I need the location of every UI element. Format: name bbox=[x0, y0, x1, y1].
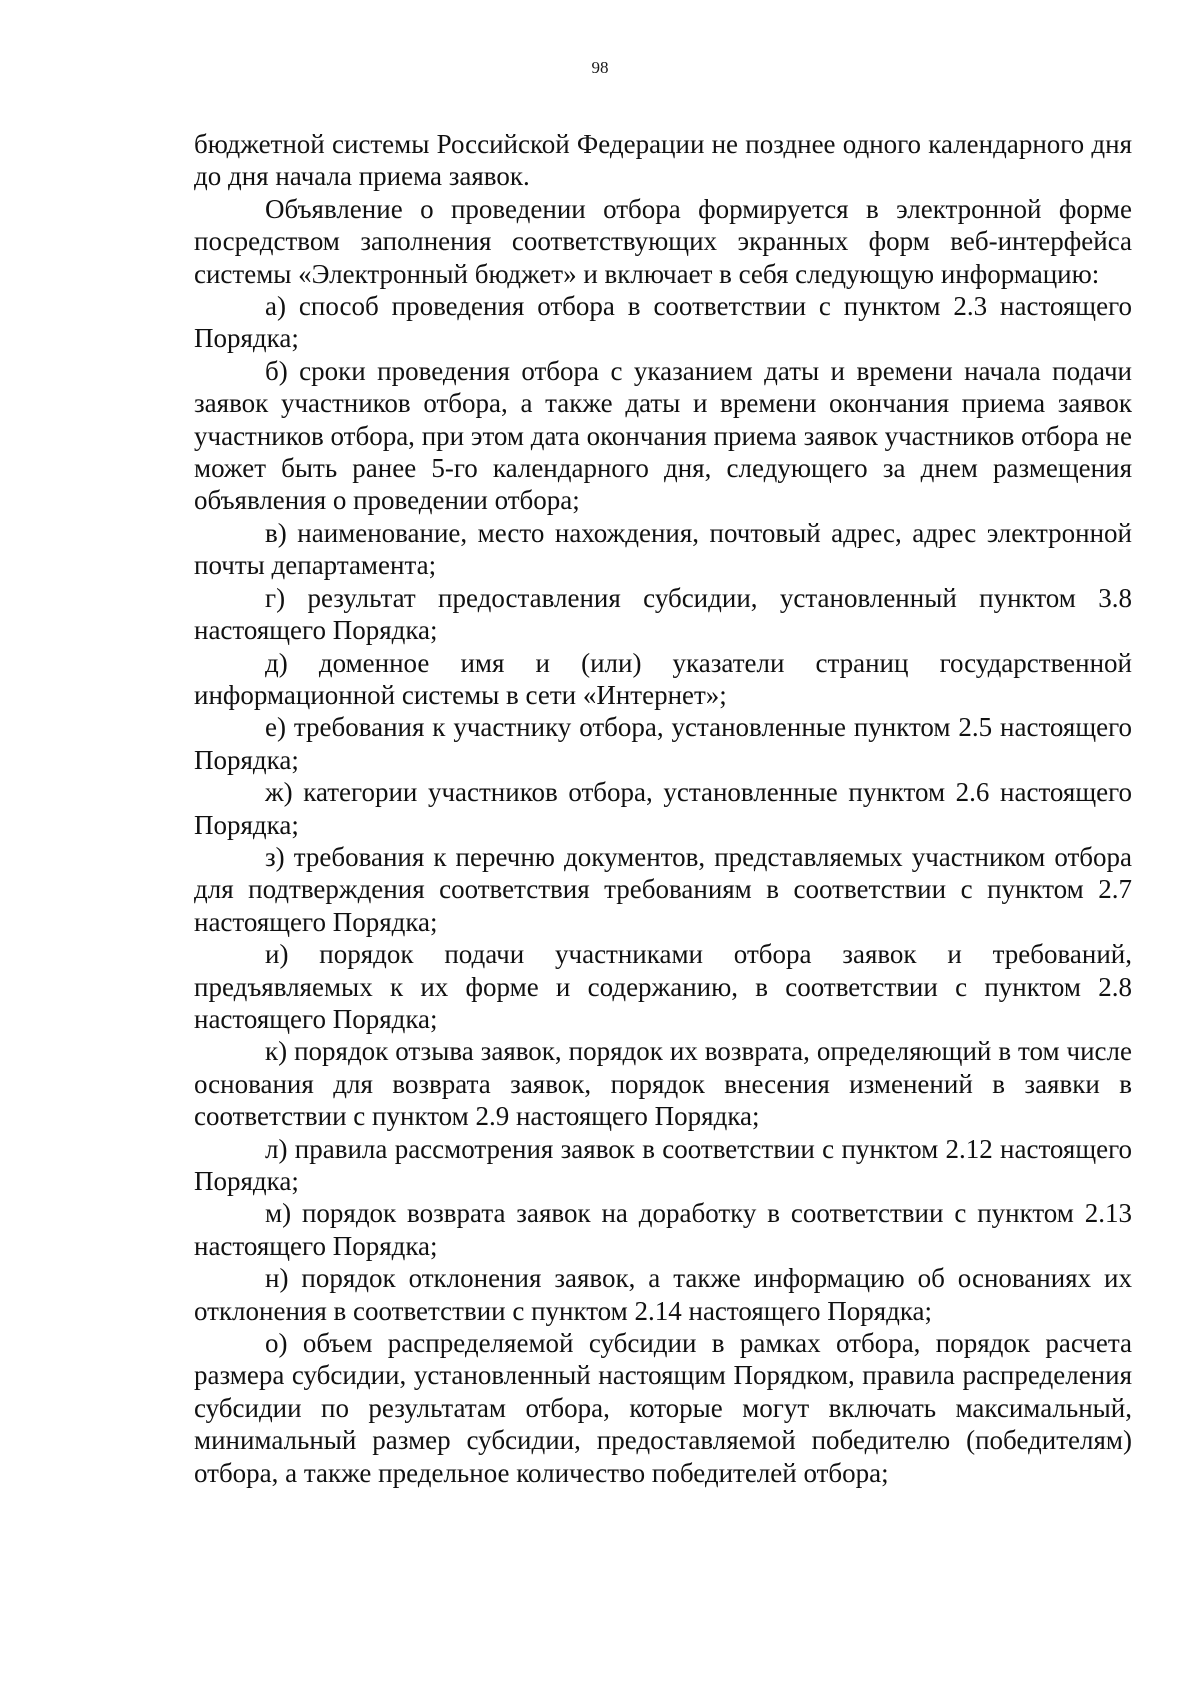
list-item-l: л) правила рассмотрения заявок в соответствии с пунктом 2.12 настоящего Порядка; bbox=[194, 1133, 1132, 1196]
list-item-k: к) порядок отзыва заявок, порядок их возврата, определяющий в том числе основания для возврата заявок, порядок внесения изменений в заявки в соответствии с пунктом 2.9 настоящего Порядка; bbox=[194, 1036, 1132, 1132]
list-item-g: г) результат предоставления субсидии, установленный пунктом 3.8 настоящего Порядка; bbox=[194, 582, 1132, 646]
list-item-zh: ж) категории участников отбора, установленные пунктом 2.6 настоящего Порядка; bbox=[194, 777, 1132, 840]
list-item-e: е) требования к участнику отбора, установленные пунктом 2.5 настоящего Порядка; bbox=[194, 712, 1132, 775]
paragraph-continuation: бюджетной системы Российской Федерации не позднее одного календарного дня до дня начала приема заявок. bbox=[194, 129, 1132, 192]
list-item-a: а) способ проведения отбора в соответствии с пунктом 2.3 настоящего Порядка; bbox=[194, 291, 1132, 354]
document-body bbox=[194, 128, 1132, 1489]
list-item-b: б) сроки проведения отбора с указанием даты и времени начала подачи заявок участников отбора, а также даты и времени окончания приема заявок участников отбора, при этом дата окончания приема заявок участников отбора не может быть ранее 5-го календарного дня, следующего за днем размещения объявления о проведении отбора; bbox=[194, 355, 1132, 516]
list-item-n: н) порядок отклонения заявок, а также информацию об основаниях их отклонения в соответствии с пунктом 2.14 настоящего Порядка; bbox=[194, 1263, 1132, 1326]
list-item-d: д) доменное имя и (или) указатели страниц государственной информационной системы в сети «Интернет»; bbox=[194, 647, 1132, 710]
list-item-o: о) объем распределяемой субсидии в рамках отбора, порядок расчета размера субсидии, установленный настоящим Порядком, правила распределения субсидии по результатам отбора, которые могут включать максимальный, минимальный размер субсидии, предоставляемой победителю (победителям) отбора, а также предельное количество победителей отбора; bbox=[194, 1328, 1132, 1488]
paragraph-announcement-intro: Объявление о проведении отбора формируется в электронной форме посредством заполнения соответствующих экранных форм веб-интерфейса системы «Электронный бюджет» и включает в себя следующую информацию: bbox=[194, 193, 1132, 289]
list-item-v: в) наименование, место нахождения, почтовый адрес, адрес электронной почты департамента; bbox=[194, 517, 1132, 581]
list-item-m: м) порядок возврата заявок на доработку в соответствии с пунктом 2.13 настоящего Порядка; bbox=[194, 1198, 1132, 1261]
page-number: 98 bbox=[591, 58, 609, 77]
list-item-z: з) требования к перечню документов, представляемых участником отбора для подтверждения соответствия требованиям в соответствии с пунктом 2.7 настоящего Порядка; bbox=[194, 841, 1132, 937]
list-item-i: и) порядок подачи участниками отбора заявок и требований, предъявляемых к их форме и содержанию, в соответствии с пунктом 2.8 настоящего Порядка; bbox=[194, 939, 1132, 1034]
